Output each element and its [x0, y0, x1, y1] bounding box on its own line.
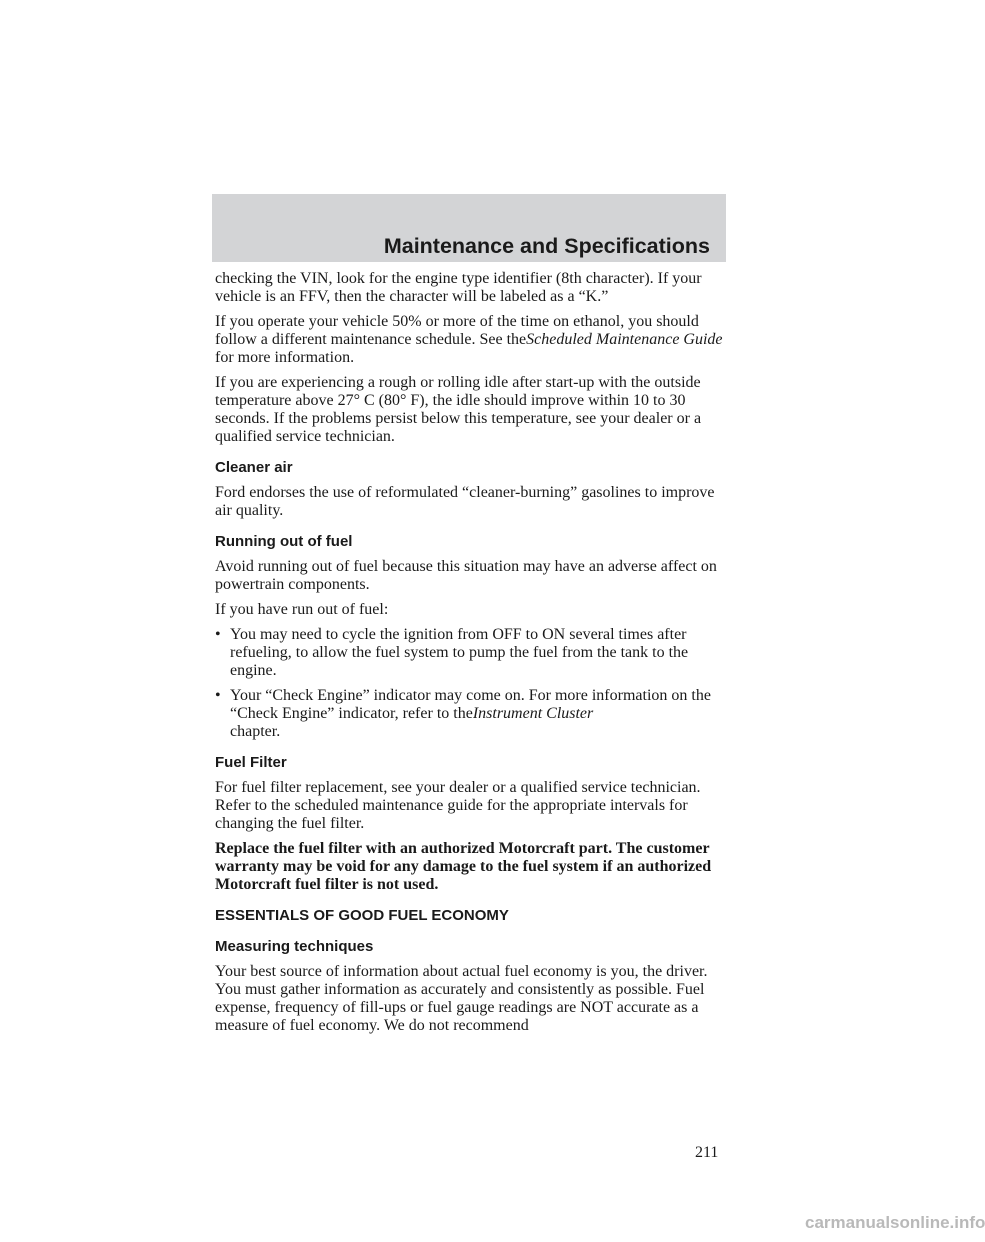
- footer-watermark: carmanualsonline.info: [805, 1213, 985, 1232]
- list-item-tail: chapter.: [230, 723, 281, 740]
- page-number: 211: [695, 1144, 719, 1161]
- list-item-text: You may need to cycle the ignition from OFF to ON several times after refueling, to allow the fuel system to pump the fuel from the tank to the engine.: [230, 626, 689, 679]
- paragraph-measuring: Your best source of information about actual fuel economy is you, the driver. You must gather information as accurately and consistently as possible. Fuel expense, frequency of fill-ups or fuel gauge readings are NOT accurate as a measure of fuel economy. We do not recommend: [215, 963, 708, 1034]
- heading-cleaner-air: Cleaner air: [215, 459, 293, 476]
- heading-running-out-of-fuel: Running out of fuel: [215, 533, 353, 550]
- list-item-text: Your “Check Engine” indicator may come on. For more information on the “Check Engine” indicator, refer to the: [230, 687, 711, 722]
- paragraph-vin: checking the VIN, look for the engine type identifier (8th character). If your vehicle is an FFV, then the character will be labeled as a “K.”: [215, 270, 702, 305]
- section-title: Maintenance and Specifications: [383, 234, 710, 258]
- list-item: [215, 626, 730, 680]
- bullet-icon: •: [215, 687, 221, 704]
- paragraph-cleaner-air: Ford endorses the use of reformulated “cleaner-burning” gasolines to improve air quality.: [215, 484, 715, 519]
- bullet-icon: •: [215, 626, 221, 643]
- paragraph-ethanol-tail: for more information.: [215, 349, 355, 366]
- paragraph-warranty-warning: Replace the fuel filter with an authorized Motorcraft part. The customer warranty may be void for any damage to the fuel system if an authorized Motorcraft fuel filter is not used.: [215, 840, 712, 893]
- run-out-list: [215, 626, 730, 741]
- heading-essentials: ESSENTIALS OF GOOD FUEL ECONOMY: [215, 907, 509, 924]
- paragraph-idle: If you are experiencing a rough or rolling idle after start-up with the outside temperature above 27° C (80° F), the idle should improve within 10 to 30 seconds. If the problems persist below this temperature, see your dealer or a qualified service technician.: [215, 374, 702, 445]
- heading-measuring-techniques: Measuring techniques: [215, 938, 374, 955]
- heading-fuel-filter: Fuel Filter: [215, 754, 287, 771]
- section-header-band: [212, 194, 726, 262]
- paragraph-ethanol-text: If you operate your vehicle 50% or more of the time on ethanol, you should follow a different maintenance schedule. See the: [215, 313, 699, 348]
- paragraph-ethanol: [215, 313, 730, 367]
- list-item: [215, 687, 730, 741]
- paragraph-avoid-running-out: Avoid running out of fuel because this situation may have an adverse affect on powertrain components.: [215, 558, 717, 593]
- page-content: [215, 270, 730, 1042]
- paragraph-fuel-filter: For fuel filter replacement, see your dealer or a qualified service technician. Refer to the scheduled maintenance guide for the appropriate intervals for changing the fuel filter.: [215, 779, 701, 832]
- instrument-cluster-ref: Instrument Cluster: [472, 705, 594, 722]
- paragraph-if-run-out: If you have run out of fuel:: [215, 601, 389, 618]
- scheduled-maintenance-guide-ref: Scheduled Maintenance Guide: [526, 331, 723, 348]
